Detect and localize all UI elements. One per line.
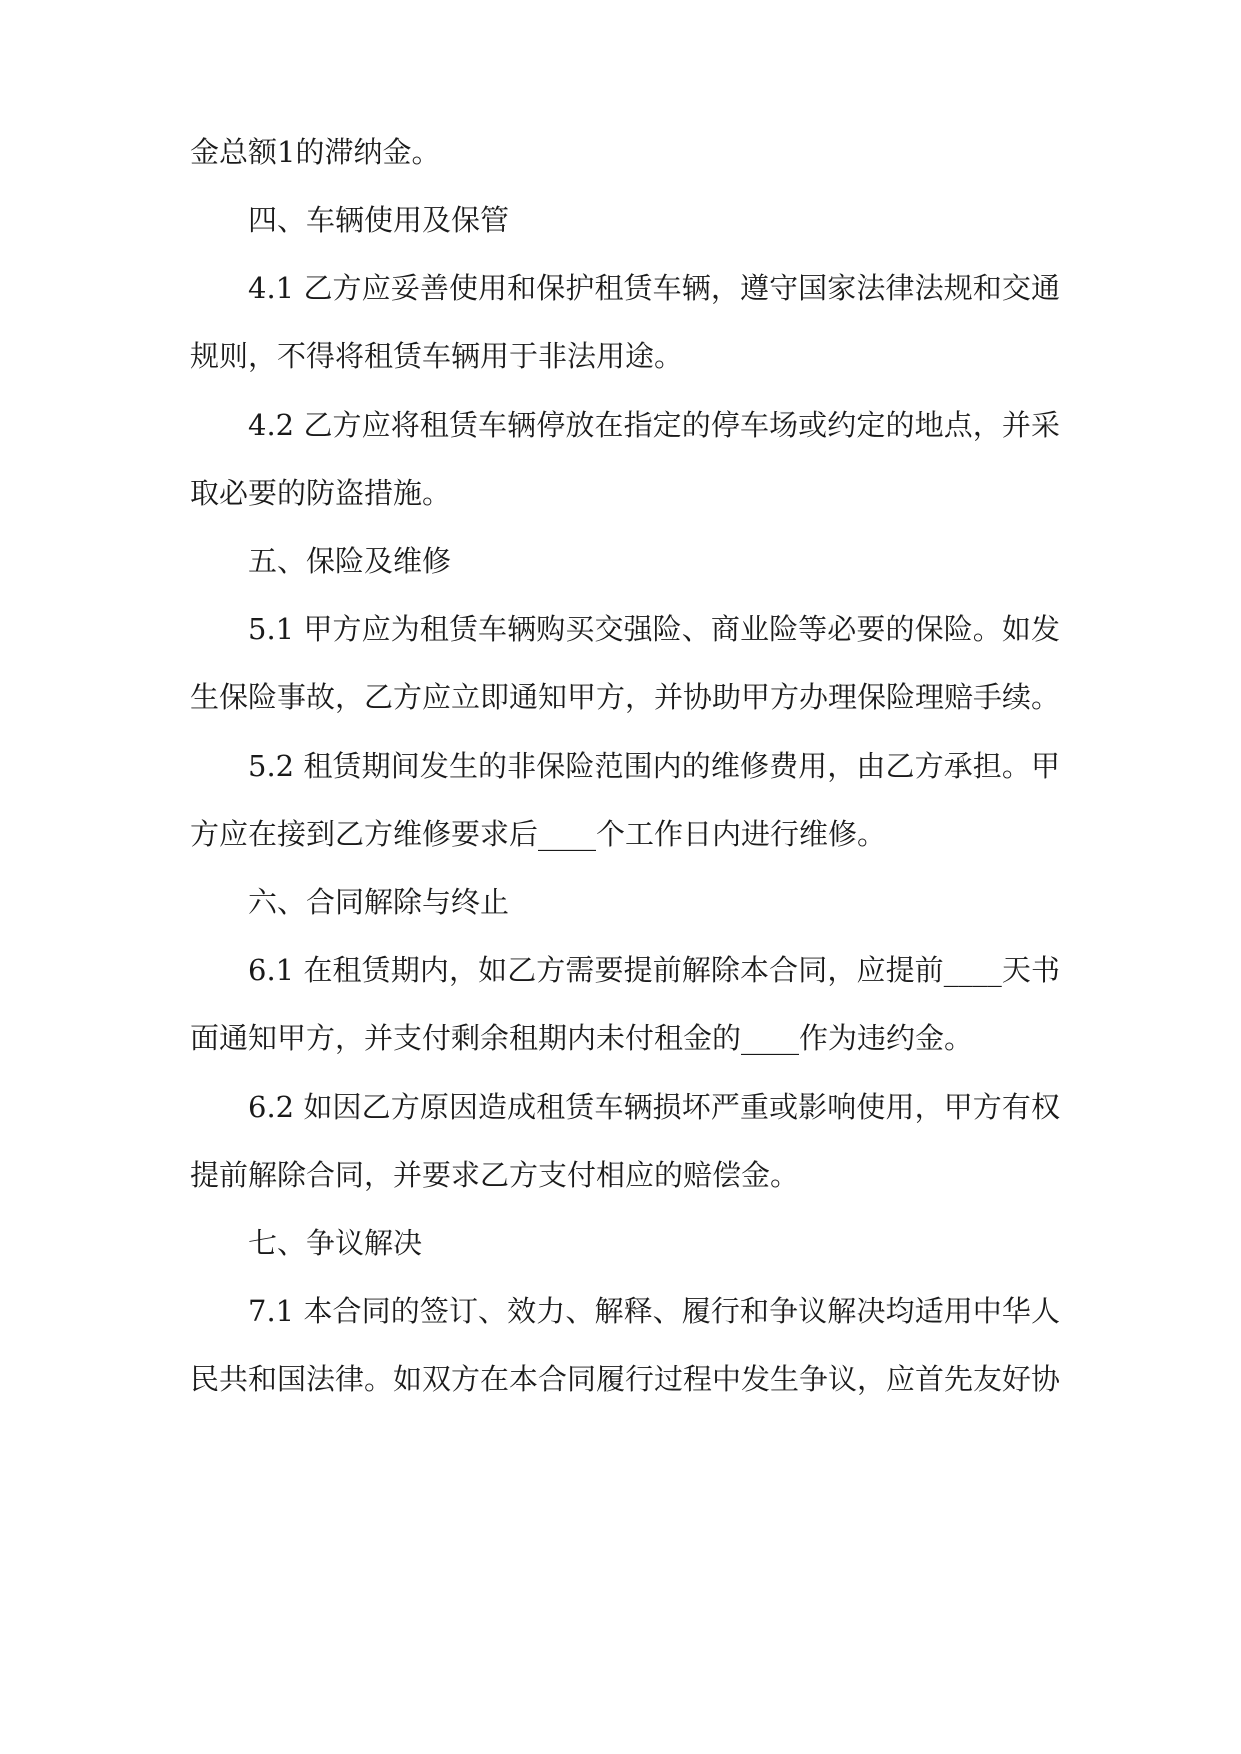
text-line: 6.2 如因乙方原因造成租赁车辆损坏严重或影响使用，甲方有权	[248, 1090, 1060, 1124]
text-line: 5.1 甲方应为租赁车辆购买交强险、商业险等必要的保险。如发	[248, 612, 1060, 646]
text-line: 规则，不得将租赁车辆用于非法用途。	[190, 339, 684, 373]
text-line: 民共和国法律。如双方在本合同履行过程中发生争议，应首先友好协	[190, 1362, 1061, 1396]
text-line: 取必要的防盗措施。	[190, 476, 452, 510]
text-line: 6.1 在租赁期内，如乙方需要提前解除本合同，应提前____天书	[248, 953, 1060, 987]
section-heading: 四、车辆使用及保管	[248, 203, 510, 237]
section-heading: 五、保险及维修	[248, 544, 452, 578]
section-heading: 七、争议解决	[248, 1226, 423, 1260]
text-line: 面通知甲方，并支付剩余租期内未付租金的____作为违约金。	[190, 1021, 974, 1055]
text-line: 7.1 本合同的签订、效力、解释、履行和争议解决均适用中华人	[248, 1294, 1060, 1328]
text-line: 4.2 乙方应将租赁车辆停放在指定的停车场或约定的地点，并采	[248, 408, 1060, 442]
text-line: 4.1 乙方应妥善使用和保护租赁车辆，遵守国家法律法规和交通	[248, 271, 1060, 305]
text-line: 金总额1的滞纳金。	[190, 135, 441, 169]
section-heading: 六、合同解除与终止	[248, 885, 510, 919]
text-line: 生保险事故，乙方应立即通知甲方，并协助甲方办理保险理赔手续。	[190, 680, 1061, 714]
text-line: 5.2 租赁期间发生的非保险范围内的维修费用，由乙方承担。甲	[248, 749, 1060, 783]
text-line: 提前解除合同，并要求乙方支付相应的赔偿金。	[190, 1158, 800, 1192]
text-line: 方应在接到乙方维修要求后____个工作日内进行维修。	[190, 817, 887, 851]
